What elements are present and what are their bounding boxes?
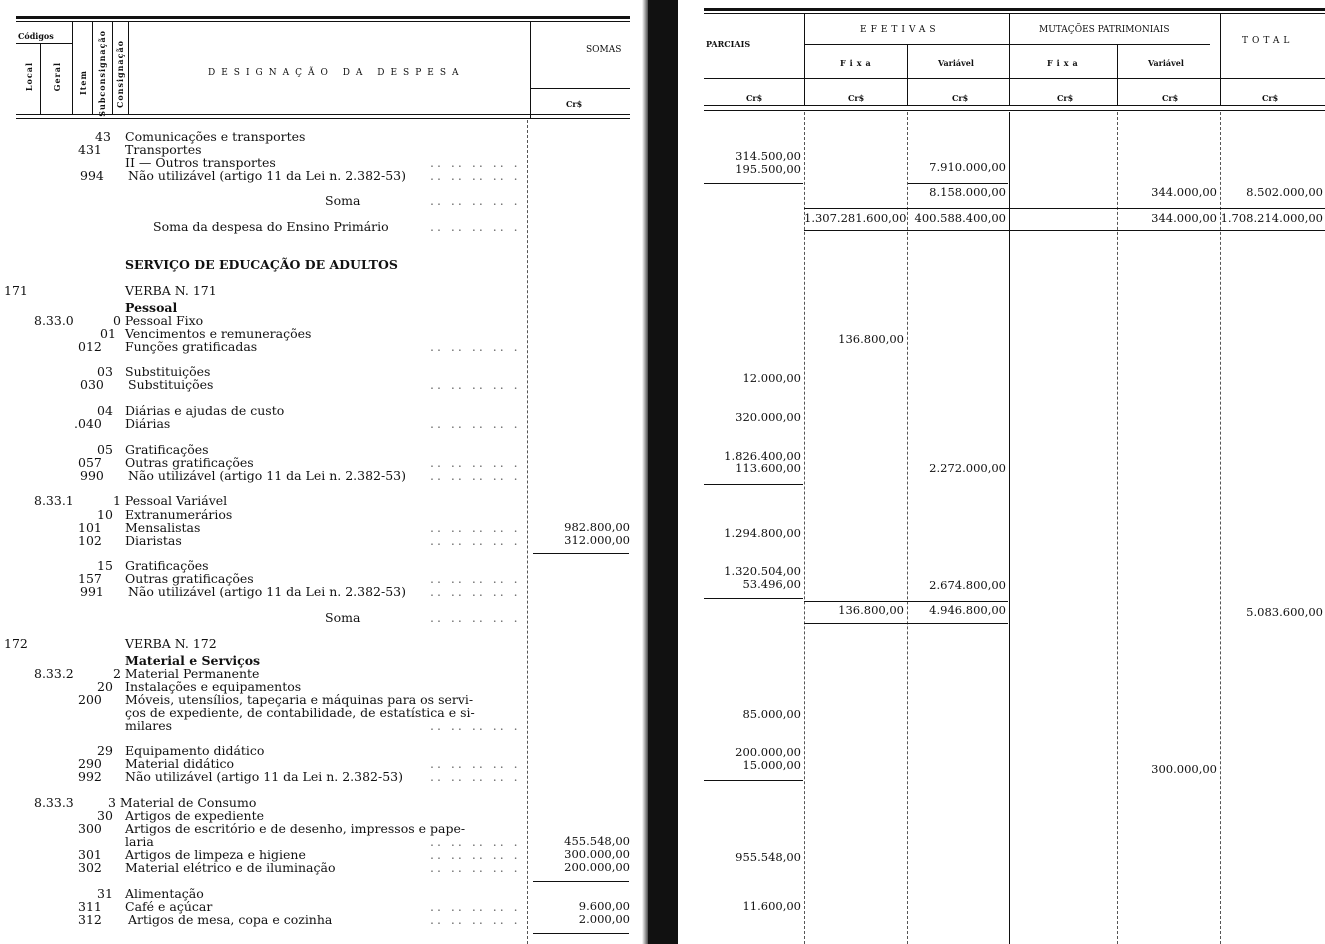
row-code: 8.33.3: [34, 795, 74, 810]
efetivas-fixa-header: Fixa: [840, 58, 875, 68]
row-description: Diárias: [125, 416, 171, 431]
row-description: ços de expediente, de contabilidade, de estatística e si-: [125, 705, 475, 720]
value-parciais: 85.000,00: [742, 707, 801, 721]
value-parciais: 1.294.800,00: [724, 526, 801, 540]
row-description: Mensalistas: [125, 520, 201, 535]
row-code: 311: [78, 899, 102, 914]
row-description: Substituições: [125, 364, 211, 379]
row-code: 10: [97, 507, 113, 522]
dot-leader: .. .. .. .. .: [430, 219, 521, 234]
soma-value: 9.600,00: [578, 899, 630, 913]
dot-leader: .. .. .. .. .: [430, 756, 521, 771]
row-code: 172: [4, 636, 28, 651]
row-description: 1 Pessoal Variável: [113, 493, 228, 508]
dot-leader: .. .. .. .. .: [430, 455, 521, 470]
parciais-header: PARCIAIS: [706, 39, 751, 49]
somas-header: SOMAS: [586, 45, 622, 55]
somas-rule: [530, 88, 630, 89]
row-code: 101: [78, 520, 102, 535]
row-description: Artigos de escritório e de desenho, impressos e pape-: [125, 821, 466, 836]
value-parciais: 314.500,00: [735, 149, 801, 163]
dot-leader: .. .. .. .. .: [430, 834, 521, 849]
somas-currency: Cr$: [566, 99, 583, 109]
soma-value: 2.000,00: [578, 912, 630, 926]
dot-leader: .. .. .. .. .: [430, 571, 521, 586]
soma-value: 455.548,00: [564, 834, 630, 848]
ef-variavel-currency: Cr$: [952, 93, 969, 103]
row-description: Outras gratificações: [125, 455, 254, 470]
row-code: 102: [78, 533, 102, 548]
mu-fixa-currency: Cr$: [1057, 93, 1074, 103]
row-code: 990: [80, 468, 104, 483]
row-description: 0 Pessoal Fixo: [113, 313, 204, 328]
row-description: VERBA N. 172: [125, 636, 217, 651]
row-description: Transportes: [125, 142, 202, 157]
value-total: 5.083.600,00: [1246, 605, 1323, 619]
dot-leader: .. .. .. .. .: [430, 468, 521, 483]
value-ef-fixa: 136.800,00: [838, 603, 904, 617]
row-code: 057: [78, 455, 102, 470]
dot-leader: .. .. .. .. .: [430, 520, 521, 535]
row-code: 994: [80, 168, 104, 183]
dot-leader: .. .. .. .. .: [430, 584, 521, 599]
row-code: 012: [78, 339, 102, 354]
row-description: Soma: [325, 193, 361, 208]
row-description: laria: [125, 834, 154, 849]
value-parciais: 113.600,00: [735, 461, 801, 475]
dot-leader: .. .. .. .. .: [430, 168, 521, 183]
dot-leader: .. .. .. .. .: [430, 377, 521, 392]
header-bottom-rule-2: [16, 118, 630, 119]
row-description: Não utilizável (artigo 11 da Lei n. 2.382-53): [125, 769, 404, 784]
row-description: Artigos de mesa, copa e cozinha: [128, 912, 333, 927]
value-parciais: 200.000,00: [735, 745, 801, 759]
row-code: 01: [100, 326, 116, 341]
soma-value: 300.000,00: [564, 847, 630, 861]
row-description: Funções gratificadas: [125, 339, 258, 354]
row-description: Diárias e ajudas de custo: [125, 403, 285, 418]
row-code: 8.33.1: [34, 493, 74, 508]
row-code: 200: [78, 692, 102, 707]
row-code: 05: [97, 442, 113, 457]
mutacoes-fixa-header: Fixa: [1047, 58, 1082, 68]
header-bottom-rule: [16, 114, 630, 115]
value-parciais: 12.000,00: [742, 371, 801, 385]
value-total: 8.502.000,00: [1246, 185, 1323, 199]
designacao-header: DESIGNAÇÃO DA DESPESA: [208, 68, 465, 78]
section-heading: Pessoal: [125, 300, 178, 315]
dot-leader: .. .. .. .. .: [430, 899, 521, 914]
row-description: Instalações e equipamentos: [125, 679, 302, 694]
row-description: 3 Material de Consumo: [108, 795, 257, 810]
soma-value: 312.000,00: [564, 533, 630, 547]
value-parciais: 53.496,00: [742, 577, 801, 591]
col-local-label: Local: [24, 62, 34, 92]
row-code: 030: [80, 377, 104, 392]
value-ef-variavel: 7.910.000,00: [929, 160, 1006, 174]
dot-leader: .. .. .. .. .: [430, 416, 521, 431]
row-code: 992: [78, 769, 102, 784]
codigos-label: Códigos: [18, 31, 54, 41]
total-currency: Cr$: [1262, 93, 1279, 103]
section-heading: SERVIÇO DE EDUCAÇÃO DE ADULTOS: [125, 257, 398, 272]
col-subconsignacao-label: Subconsignação: [97, 30, 107, 117]
value-ef-fixa: 1.307.281.600,00: [804, 211, 907, 225]
efetivas-variavel-header: Variável: [938, 58, 974, 68]
value-parciais: 1.320.504,00: [724, 564, 801, 578]
row-description: Não utilizável (artigo 11 da Lei n. 2.382-53): [128, 468, 407, 483]
value-mu-variavel: 344.000,00: [1151, 185, 1217, 199]
row-description: Substituições: [128, 377, 214, 392]
value-ef-variavel: 8.158.000,00: [929, 185, 1006, 199]
row-code: 300: [78, 821, 102, 836]
value-mu-variavel: 344.000,00: [1151, 211, 1217, 225]
value-parciais: 195.500,00: [735, 162, 801, 176]
row-code: 04: [97, 403, 113, 418]
row-code: 157: [78, 571, 102, 586]
value-total: 1.708.214.000,00: [1220, 211, 1323, 225]
row-code: 15: [97, 558, 113, 573]
dot-leader: .. .. .. .. .: [430, 155, 521, 170]
dot-leader: .. .. .. .. .: [430, 610, 521, 625]
right-page: [690, 0, 1325, 944]
value-parciais: 320.000,00: [735, 410, 801, 424]
row-description: Móveis, utensílios, tapeçaria e máquinas para os servi-: [125, 692, 474, 707]
dot-leader: .. .. .. .. .: [430, 718, 521, 733]
row-code: 43: [95, 129, 111, 144]
row-code: 20: [97, 679, 113, 694]
dot-leader: .. .. .. .. .: [430, 193, 521, 208]
row-description: Extranumerários: [125, 507, 233, 522]
row-code: 431: [78, 142, 102, 157]
value-parciais: 955.548,00: [735, 850, 801, 864]
row-description: Vencimentos e remunerações: [125, 326, 312, 341]
row-description: Diaristas: [125, 533, 182, 548]
row-description: Artigos de limpeza e higiene: [125, 847, 306, 862]
header-top-rule: [16, 16, 630, 19]
row-code: 31: [97, 886, 113, 901]
col-geral-label: Geral: [52, 62, 62, 92]
value-ef-fixa: 136.800,00: [838, 332, 904, 346]
value-mu-variavel: 300.000,00: [1151, 762, 1217, 776]
ef-fixa-currency: Cr$: [848, 93, 865, 103]
row-code: 312: [78, 912, 102, 927]
row-description: Alimentação: [125, 886, 204, 901]
row-description: Café e açúcar: [125, 899, 213, 914]
dot-leader: .. .. .. .. .: [430, 769, 521, 784]
left-page: [0, 0, 640, 944]
value-ef-variavel: 2.272.000,00: [929, 461, 1006, 475]
row-code: 171: [4, 283, 28, 298]
row-code: 03: [97, 364, 113, 379]
row-code: .040: [74, 416, 102, 431]
row-code: 290: [78, 756, 102, 771]
row-description: Outras gratificações: [125, 571, 254, 586]
col-consignacao-label: Consignação: [115, 40, 125, 109]
total-header: TOTAL: [1242, 36, 1294, 46]
row-description: Soma da despesa do Ensino Primário: [153, 219, 389, 234]
header-top-rule-thin: [16, 21, 630, 22]
row-code: 8.33.0: [34, 313, 74, 328]
row-description: VERBA N. 171: [125, 283, 217, 298]
dot-leader: .. .. .. .. .: [430, 339, 521, 354]
soma-value: 200.000,00: [564, 860, 630, 874]
col-item-label: Item: [78, 70, 88, 95]
soma-value: 982.800,00: [564, 520, 630, 534]
row-description: 2 Material Permanente: [113, 666, 260, 681]
value-parciais: 11.600,00: [742, 899, 801, 913]
value-parciais: 15.000,00: [742, 758, 801, 772]
row-description: Não utilizável (artigo 11 da Lei n. 2.382-53): [128, 168, 407, 183]
value-ef-variavel: 400.588.400,00: [914, 211, 1006, 225]
parciais-currency: Cr$: [746, 93, 763, 103]
row-description: milares: [125, 718, 173, 733]
row-code: 302: [78, 860, 102, 875]
dot-leader: .. .. .. .. .: [430, 912, 521, 927]
row-code: 991: [80, 584, 104, 599]
row-description: Gratificações: [125, 442, 209, 457]
row-description: Equipamento didático: [125, 743, 265, 758]
row-description: Gratificações: [125, 558, 209, 573]
row-description: Comunicações e transportes: [125, 129, 306, 144]
efetivas-header: EFETIVAS: [860, 25, 940, 35]
section-heading: Material e Serviços: [125, 653, 261, 668]
row-code: 301: [78, 847, 102, 862]
row-code: 29: [97, 743, 113, 758]
dot-leader: .. .. .. .. .: [430, 860, 521, 875]
mutacoes-header: MUTAÇÕES PATRIMONIAIS: [1039, 25, 1170, 35]
row-description: Não utilizável (artigo 11 da Lei n. 2.382-53): [128, 584, 407, 599]
row-description: Material elétrico e de iluminação: [125, 860, 336, 875]
row-code: 8.33.2: [34, 666, 74, 681]
row-code: 30: [97, 808, 113, 823]
codigos-rule: [16, 43, 72, 44]
row-description: Artigos de expediente: [125, 808, 265, 823]
value-ef-variavel: 4.946.800,00: [929, 603, 1006, 617]
row-description: II — Outros transportes: [125, 155, 276, 170]
value-ef-variavel: 2.674.800,00: [929, 578, 1006, 592]
mutacoes-variavel-header: Variável: [1148, 58, 1184, 68]
book-spine: [648, 0, 678, 944]
row-description: Soma: [325, 610, 361, 625]
dot-leader: .. .. .. .. .: [430, 847, 521, 862]
row-description: Material didático: [125, 756, 235, 771]
dot-leader: .. .. .. .. .: [430, 533, 521, 548]
mu-variavel-currency: Cr$: [1162, 93, 1179, 103]
value-parciais: 1.826.400,00: [724, 449, 801, 463]
text-column-rule: [527, 120, 528, 944]
